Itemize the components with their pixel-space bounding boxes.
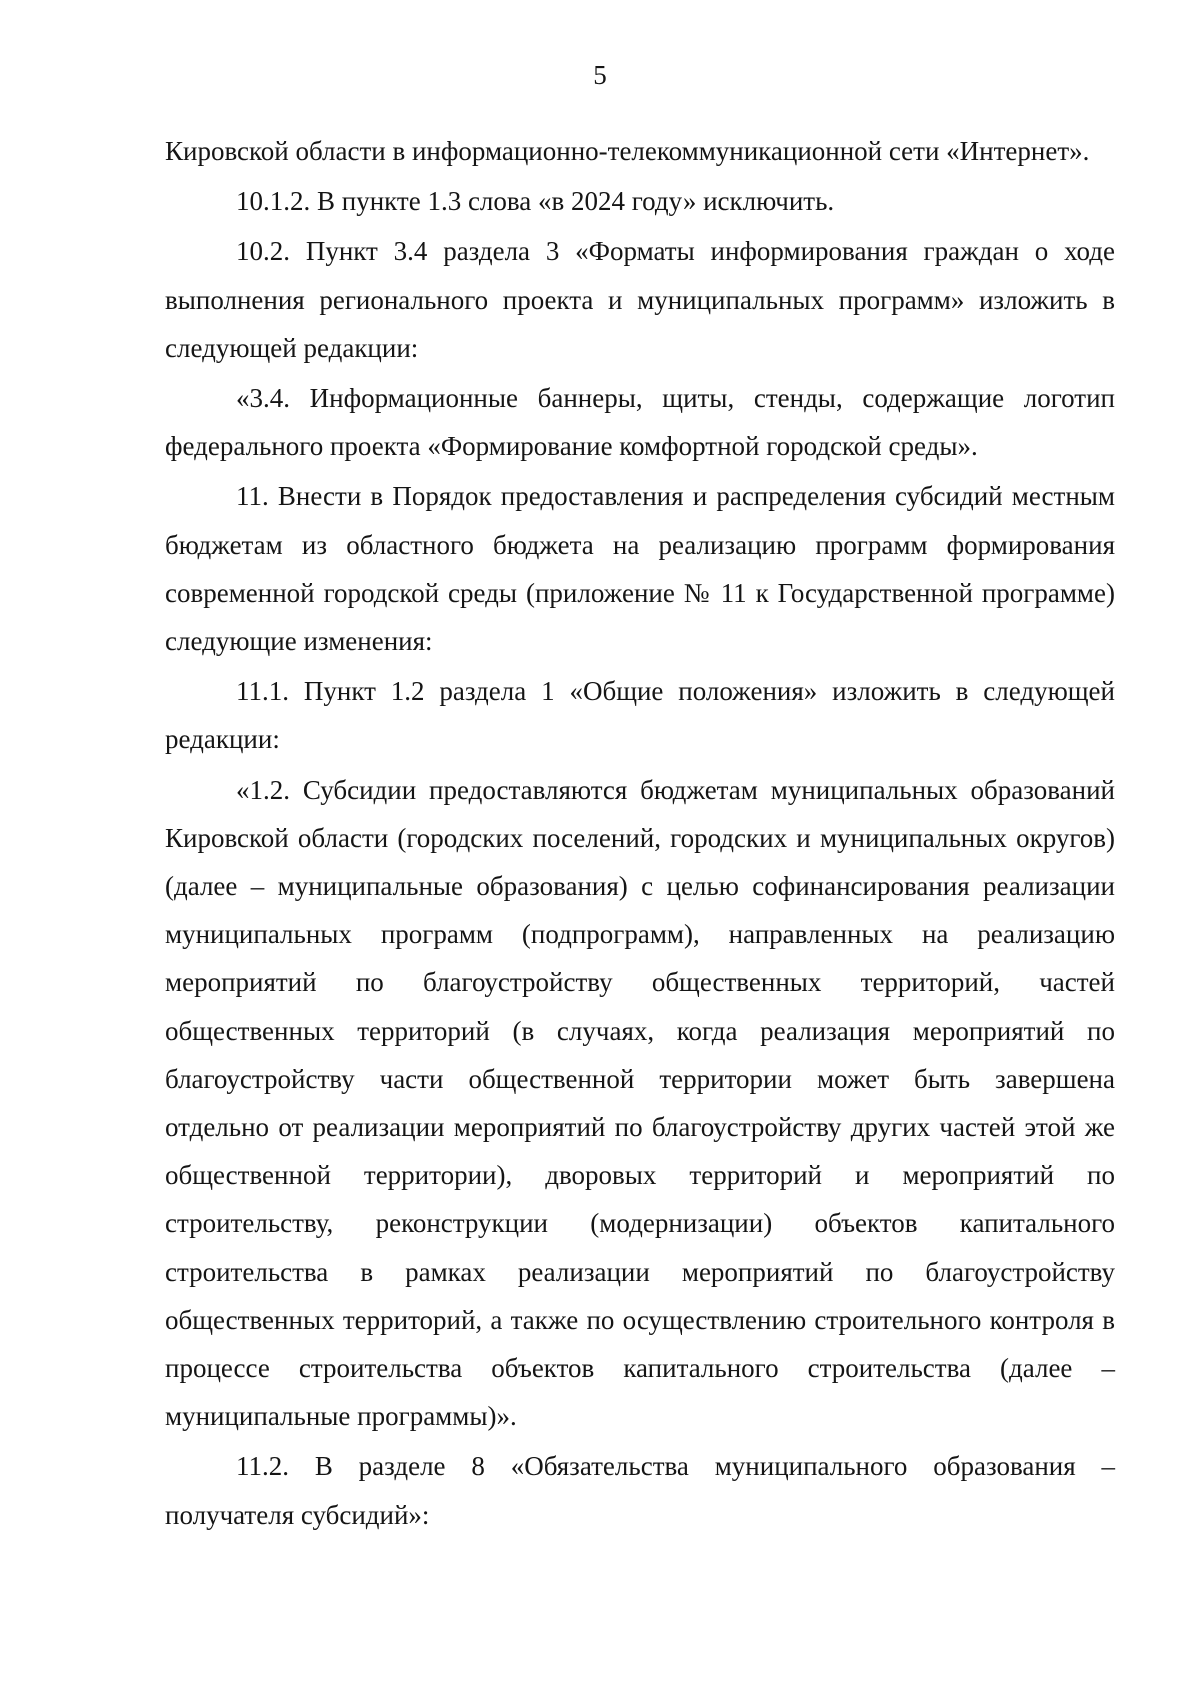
document-body bbox=[165, 127, 1115, 1539]
paragraph-10-1-2: 10.1.2. В пункте 1.3 слова «в 2024 году» исключить. bbox=[236, 186, 835, 217]
paragraph-3-4-quote: «3.4. Информационные баннеры, щиты, стенды, содержащие логотип федерального проекта «Формирование комфортной городской среды». bbox=[165, 383, 1115, 462]
paragraph-11-1: 11.1. Пункт 1.2 раздела 1 «Общие положения» изложить в следующей редакции: bbox=[165, 676, 1115, 755]
paragraph-11: 11. Внести в Порядок предоставления и распределения субсидий местным бюджетам из областного бюджета на реализацию программ формирования современной городской среды (приложение № 11 к Государственной программе) следующие изменения: bbox=[165, 481, 1115, 657]
page-number: 5 bbox=[593, 60, 607, 90]
paragraph-continuation: Кировской области в информационно-телекоммуникационной сети «Интернет». bbox=[165, 136, 1090, 166]
paragraph-1-2-quote: «1.2. Субсидии предоставляются бюджетам муниципальных образований Кировской области (городских поселений, городских и муниципальных округов) (далее – муниципальные образования) с целью софинансирования реализации муниципальных программ (подпрограмм), направленных на реализацию мероприятий по благоустройству общественных территорий, частей общественных территорий (в случаях, когда реализация мероприятий по благоустройству части общественной территории может быть завершена отдельно от реализации мероприятий по благоустройству других частей этой же общественной территории), дворовых территорий и мероприятий по строительству, реконструкции (модернизации) объектов капитального строительства в рамках реализации мероприятий по благоустройству общественных территорий, а также по осуществлению строительного контроля в процессе строительства объектов капитального строительства (далее – муниципальные программы)». bbox=[165, 774, 1115, 1432]
paragraph-10-2: 10.2. Пункт 3.4 раздела 3 «Форматы информирования граждан о ходе выполнения регионального проекта и муниципальных программ» изложить в следующей редакции: bbox=[165, 236, 1115, 363]
paragraph-11-2: 11.2. В разделе 8 «Обязательства муниципального образования – получателя субсидий»: bbox=[165, 1451, 1115, 1530]
